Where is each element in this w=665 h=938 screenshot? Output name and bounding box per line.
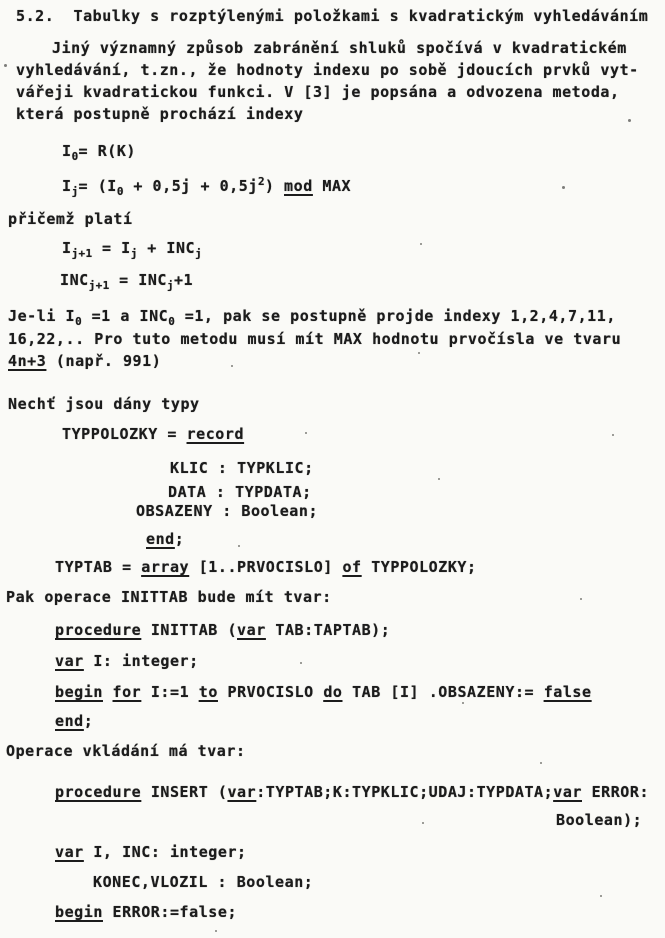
scan-speck <box>562 186 565 189</box>
code-line: KONEC,VLOZIL : Boolean; <box>93 873 314 891</box>
code-line: var I, INC: integer; <box>55 843 247 861</box>
paragraph-line: 4n+3 (např. 991) <box>8 352 162 370</box>
code-line: procedure INSERT (var:TYPTAB;K:TYPKLIC;UDAJ:TYPDATA;var ERROR: <box>55 783 650 801</box>
section-heading: 5.2. Tabulky s rozptýlenými položkami s kvadratickým vyhledáváním <box>16 7 649 25</box>
scan-speck <box>231 365 233 367</box>
code-line: procedure INITTAB (var TAB:TAPTAB); <box>55 621 391 639</box>
paragraph-line: vyhledávání, t.zn., že hodnoty indexu po sobě jdoucích prvků vyt- <box>16 61 639 79</box>
paragraph-line: přičemž platí <box>8 210 133 228</box>
scan-speck <box>4 64 7 67</box>
code-line: begin for I:=1 to PRVOCISLO do TAB [I] .OBSAZENY:= false <box>55 683 592 701</box>
paragraph-line: Jiný významný způsob zabránění shluků spočívá v kvadratickém <box>52 39 627 57</box>
scan-speck <box>418 352 420 354</box>
paragraph-line: Nechť jsou dány typy <box>8 395 200 413</box>
code-line: DATA : TYPDATA; <box>168 483 312 501</box>
scan-speck <box>215 930 217 932</box>
scan-speck <box>300 662 302 664</box>
paragraph-line: Pak operace INITTAB bude mít tvar: <box>6 588 332 606</box>
code-line: end; <box>146 530 185 548</box>
code-line: OBSAZENY : Boolean; <box>136 502 319 520</box>
formula-line: $I_0= R(K)$ <box>62 142 137 163</box>
scan-speck <box>238 545 240 547</box>
paragraph-line: Je-li $I_0 =1$ a $INC_0 =1$, pak se postupně projde indexy 1,2,4,7,11, <box>8 307 616 328</box>
code-line: KLIC : TYPKLIC; <box>170 459 314 477</box>
code-line: TYPTAB = array [1..PRVOCISLO] of TYPPOLOZKY; <box>55 558 477 576</box>
paragraph-line: vářeji kvadratickou funkci. V [3] je popsána a odvozena metoda, <box>16 83 620 101</box>
scan-speck <box>580 598 582 600</box>
scan-speck <box>420 243 422 245</box>
code-line: TYPPOLOZKY = record <box>62 425 245 443</box>
scan-speck <box>438 478 440 480</box>
code-line: begin ERROR:=false; <box>55 903 238 921</box>
paragraph-line: která postupně prochází indexy <box>16 105 304 123</box>
scan-speck <box>462 702 464 704</box>
scan-speck <box>540 762 542 764</box>
formula-line: $I_j= (I_0 + 0,5j + 0,5j^2)$ mod MAX <box>62 175 352 198</box>
formula-line: $I_{j+1} = I_j + INC_j$ <box>62 239 203 260</box>
scan-speck <box>422 822 424 824</box>
code-line: end; <box>55 712 94 730</box>
code-line: Boolean); <box>556 811 643 829</box>
code-line: var I: integer; <box>55 652 199 670</box>
scan-speck <box>305 432 307 434</box>
scan-speck <box>612 434 614 436</box>
paragraph-line: Operace vkládání má tvar: <box>6 742 246 760</box>
scan-speck <box>600 895 602 897</box>
paragraph-line: 16,22,.. Pro tuto metodu musí mít MAX hodnotu prvočísla ve tvaru <box>8 330 622 348</box>
formula-line: $INC_{j+1} = INC_j+1$ <box>60 271 194 292</box>
scan-speck <box>628 119 631 122</box>
